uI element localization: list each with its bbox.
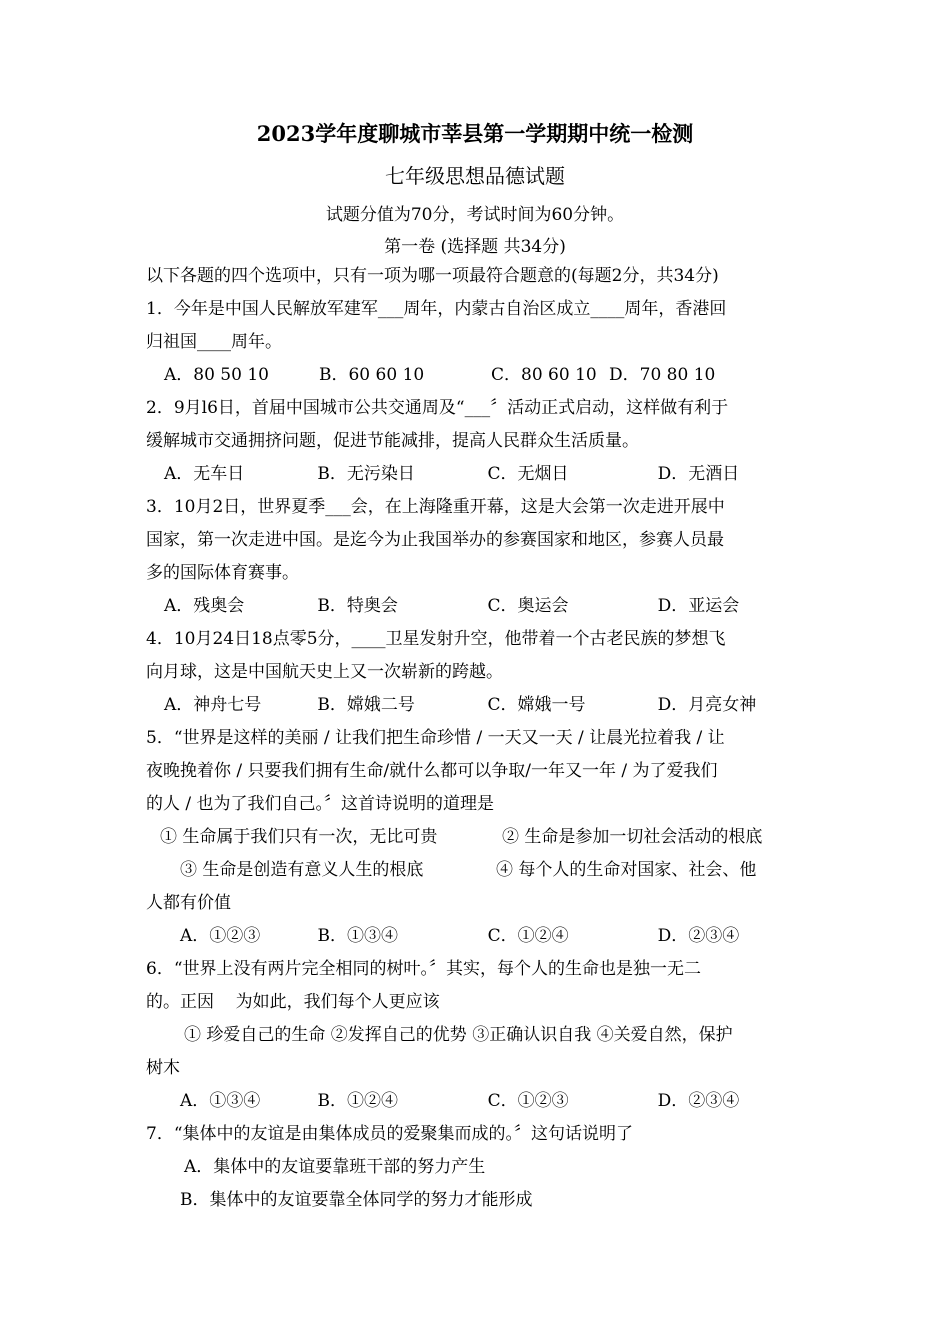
question-list — [146, 260, 806, 1217]
question-3-text-cont2: 多的国际体育赛事。 — [146, 563, 299, 583]
option-d: D．②③④ — [657, 1091, 740, 1111]
exam-info: 试题分值为70分，考试时间为60分钟。 — [325, 205, 625, 225]
question-1-options — [146, 359, 806, 392]
option-b: B．60 60 10 — [319, 365, 425, 385]
option-c: C．无烟日 — [487, 464, 569, 484]
question-7-text: 7．“集体中的友谊是由集体成员的爱聚集而成的。〞这句话说明了 — [146, 1124, 634, 1144]
question-1-text-cont: 归祖国____周年。 — [146, 332, 282, 352]
option-d: D．亚运会 — [657, 596, 740, 616]
option-a: A．80 50 10 — [164, 365, 269, 385]
question-5-options — [146, 920, 806, 953]
option-b: B．嫦娥二号 — [317, 695, 415, 715]
question-5-text: 5．“世界是这样的美丽 / 让我们把生命珍惜 / 一天又一天 / 让晨光拉着我 / 让 — [146, 728, 725, 748]
option-b: B．①②④ — [317, 1091, 398, 1111]
section-heading: 第一卷 (选择题 共34分) — [384, 237, 566, 257]
question-4-text-cont: 向月球，这是中国航天史上又一次崭新的跨越。 — [146, 662, 503, 682]
option-c: C．①②④ — [487, 926, 569, 946]
option-d: D．②③④ — [657, 926, 740, 946]
option-c: C．80 60 10 — [491, 365, 597, 385]
option-a: A．①②③ — [180, 926, 261, 946]
question-5-statements-row1 — [146, 821, 806, 854]
option-a: A．无车日 — [164, 464, 245, 484]
question-5-text-cont2: 的人 / 也为了我们自己。〞这首诗说明的道理是 — [146, 794, 495, 814]
statement-3: ③ 生命是创造有意义人生的根底 — [180, 860, 424, 880]
option-c: C．①②③ — [487, 1091, 569, 1111]
question-1-text: 1．今年是中国人民解放军建军___周年，内蒙古自治区成立____周年，香港回 — [146, 299, 727, 319]
question-6-text-cont: 的。正因 为如此，我们每个人更应该 — [146, 992, 440, 1012]
question-4-options — [146, 689, 806, 722]
option-b: B．特奥会 — [317, 596, 398, 616]
question-3-text-cont: 国家，第一次走进中国。是迄今为止我国举办的参赛国家和地区，参赛人员最 — [146, 530, 724, 550]
option-d: D．70 80 10 — [609, 365, 716, 385]
option-d: D．月亮女神 — [657, 695, 757, 715]
option-a: A．①③④ — [180, 1091, 261, 1111]
option-c: C．嫦娥一号 — [487, 695, 586, 715]
option-a: A．残奥会 — [164, 596, 245, 616]
question-2-text-cont: 缓解城市交通拥挤问题，促进节能减排，提高人民群众生活质量。 — [146, 431, 639, 451]
question-3-text: 3．10月2日，世界夏季___会，在上海隆重开幕，这是大会第一次走进开展中 — [146, 497, 725, 517]
option-a: A．神舟七号 — [164, 695, 262, 715]
statement-4-cont: 人都有价值 — [146, 893, 231, 913]
option-c: C．奥运会 — [487, 596, 569, 616]
question-7-option-a: A．集体中的友谊要靠班干部的努力产生 — [184, 1157, 486, 1177]
question-6-statements-cont: 树木 — [146, 1058, 180, 1078]
question-2-options — [146, 458, 806, 491]
question-6-options — [146, 1085, 806, 1118]
instruction: 以下各题的四个选项中，只有一项为哪一项最符合题意的(每题2分，共34分) — [146, 266, 719, 286]
question-3-options — [146, 590, 806, 623]
question-6-text: 6．“世界上没有两片完全相同的树叶。〞其实，每个人的生命也是独一无二 — [146, 959, 702, 979]
option-d: D．无酒日 — [657, 464, 740, 484]
question-7-option-b: B．集体中的友谊要靠全体同学的努力才能形成 — [180, 1190, 533, 1210]
statement-4: ④ 每个人的生命对国家、社会、他 — [496, 860, 757, 880]
question-4-text: 4．10月24日18点零5分，____卫星发射升空，他带着一个古老民族的梦想飞 — [146, 629, 726, 649]
statement-2: ② 生命是参加一切社会活动的根底 — [502, 827, 763, 847]
question-5-statements-row2 — [146, 854, 806, 887]
exam-title: 2023学年度聊城市莘县第一学期期中统一检测 — [256, 121, 694, 146]
question-2-text: 2．9月l6日，首届中国城市公共交通周及“___〞活动正式启动，这样做有利于 — [146, 398, 729, 418]
statement-1: ① 生命属于我们只有一次，无比可贵 — [160, 827, 438, 847]
option-b: B．无污染日 — [317, 464, 415, 484]
question-5-text-cont: 夜晚挽着你 / 只要我们拥有生命/就什么都可以争取/一年又一年 / 为了爱我们 — [146, 761, 718, 781]
option-b: B．①③④ — [317, 926, 398, 946]
question-6-statements: ① 珍爱自己的生命 ②发挥自己的优势 ③正确认识自我 ④关爱自然，保护 — [184, 1025, 733, 1045]
exam-subtitle: 七年级思想品德试题 — [385, 164, 565, 188]
